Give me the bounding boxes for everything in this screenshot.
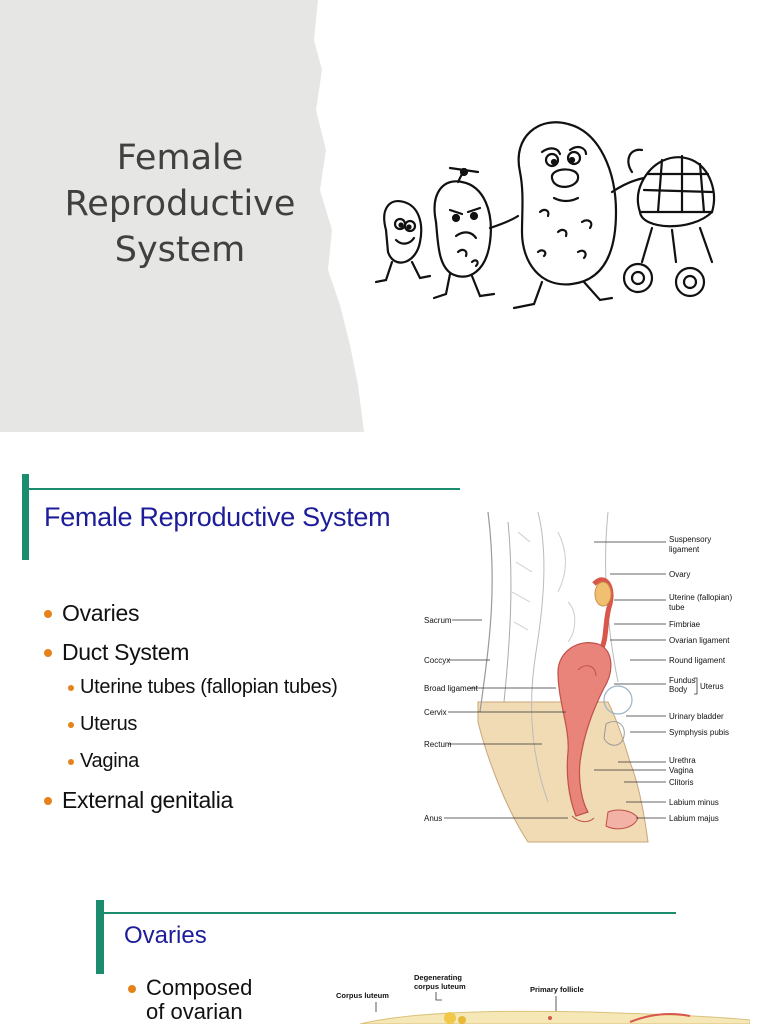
slide-title (40, 135, 320, 273)
label-anus: Anus (424, 814, 443, 823)
label-uterine-fallopian: Uterine (fallopian) (669, 593, 733, 602)
bullet-dot-icon (68, 722, 74, 728)
label-primary-follicle: Primary follicle (530, 985, 584, 994)
cartoon-cell-family-illustration (372, 112, 722, 322)
label-cervix: Cervix (424, 708, 447, 717)
label-labium-minus: Labium minus (669, 798, 719, 807)
pelvic-anatomy-diagram (418, 512, 758, 860)
label-body: Body (669, 685, 688, 694)
slide-heading: Ovaries (124, 922, 207, 949)
label-ovarian-ligament: Ovarian ligament (669, 636, 730, 645)
label-fimbriae: Fimbriae (669, 620, 701, 629)
label-broad-ligament: Broad ligament (424, 684, 478, 693)
label-round-ligament: Round ligament (669, 656, 726, 665)
list-item-uterine-tubes: Uterine tubes (fallopian tubes) (44, 676, 338, 699)
label-ovary: Ovary (669, 570, 691, 579)
bullet-dot-icon (44, 797, 52, 805)
label-degenerating: Degenerating (414, 973, 462, 982)
bullet-dot-icon (68, 685, 74, 691)
ovaries-slide (0, 864, 768, 1024)
bullet-dot-icon (44, 610, 52, 618)
ovary-cross-section-diagram (330, 972, 750, 1024)
label-corpus-luteum-degenerating: corpus luteum (414, 982, 466, 991)
label-sacrum: Sacrum (424, 616, 452, 625)
label-rectum: Rectum (424, 740, 452, 749)
bullet-dot-icon (44, 649, 52, 657)
label-symphysis-pubis: Symphysis pubis (669, 728, 730, 737)
list-item-vagina: Vagina (44, 750, 338, 773)
title-line-3: System (114, 230, 246, 271)
accent-bar (22, 474, 29, 560)
label-fundus: Fundus (669, 676, 696, 685)
title-slide (0, 0, 768, 432)
bullet-dot-icon (128, 985, 136, 993)
accent-line (96, 912, 676, 914)
label-clitoris: Clitoris (669, 778, 694, 787)
list-item-external-genitalia: External genitalia (44, 787, 338, 814)
slide-heading: Female Reproductive System (44, 502, 391, 532)
label-uterus: Uterus (700, 682, 724, 691)
list-item-ovaries: Ovaries (44, 600, 338, 627)
label-tube: tube (669, 603, 685, 612)
label-ligament: ligament (669, 545, 700, 554)
label-coccyx: Coccyx (424, 656, 451, 665)
label-suspensory: Suspensory (669, 535, 712, 544)
title-line-2: Reproductive (64, 184, 296, 225)
bullet-dot-icon (68, 759, 74, 765)
title-line-1: Female (116, 138, 244, 179)
label-vagina: Vagina (669, 766, 694, 775)
list-item-composed: Composed of ovarian (128, 976, 252, 1024)
accent-line (22, 488, 460, 490)
anatomy-overview-slide (0, 432, 768, 864)
label-corpus-luteum: Corpus luteum (336, 991, 389, 1000)
list-item-duct-system: Duct System (44, 639, 338, 666)
label-labium-majus: Labium majus (669, 814, 719, 823)
label-urinary-bladder: Urinary bladder (669, 712, 724, 721)
label-urethra: Urethra (669, 756, 696, 765)
list-item-uterus: Uterus (44, 713, 338, 736)
bullet-list (44, 600, 338, 814)
